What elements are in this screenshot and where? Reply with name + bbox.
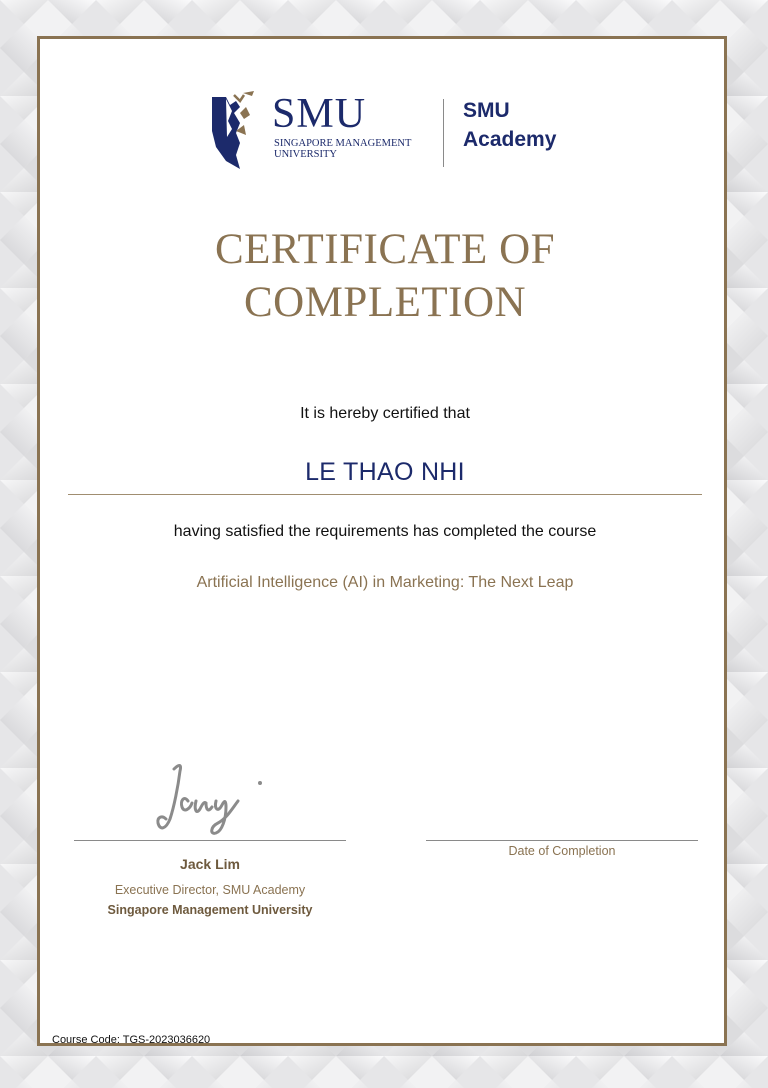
smu-academy-wordmark	[463, 96, 556, 154]
recipient-name: LE THAO NHI	[305, 458, 465, 486]
university-name	[274, 138, 444, 160]
course-code: Course Code: TGS-2023036620	[52, 1034, 211, 1046]
title-line-1: CERTIFICATE OF	[214, 226, 556, 273]
requirements-statement: having satisfied the requirements has completed the course	[173, 523, 597, 540]
recipient-underline	[68, 494, 702, 495]
logo-divider	[443, 99, 444, 167]
university-line-2: UNIVERSITY	[274, 149, 337, 160]
date-of-completion-label: Date of Completion	[508, 844, 616, 858]
signatory-name: Jack Lim	[180, 856, 240, 872]
certified-statement: It is hereby certified that	[300, 405, 470, 422]
certificate-card	[37, 36, 727, 1046]
smu-lion-logo-icon	[210, 91, 270, 173]
smu-wordmark: SMU	[272, 91, 367, 137]
academy-line-1: SMU	[463, 99, 510, 122]
signatory-role: Executive Director, SMU Academy	[114, 883, 306, 897]
logo-header	[210, 91, 570, 171]
signature-image	[152, 757, 272, 837]
course-name: Artificial Intelligence (AI) in Marketing: The Next Leap	[196, 574, 574, 591]
university-line-1: SINGAPORE MANAGEMENT	[274, 138, 412, 149]
title-line-2: COMPLETION	[243, 279, 527, 326]
certificate-title	[40, 223, 730, 329]
academy-line-2: Academy	[463, 128, 557, 151]
signatory-organization: Singapore Management University	[107, 903, 313, 917]
signature-line	[74, 840, 346, 841]
date-line	[426, 840, 698, 841]
